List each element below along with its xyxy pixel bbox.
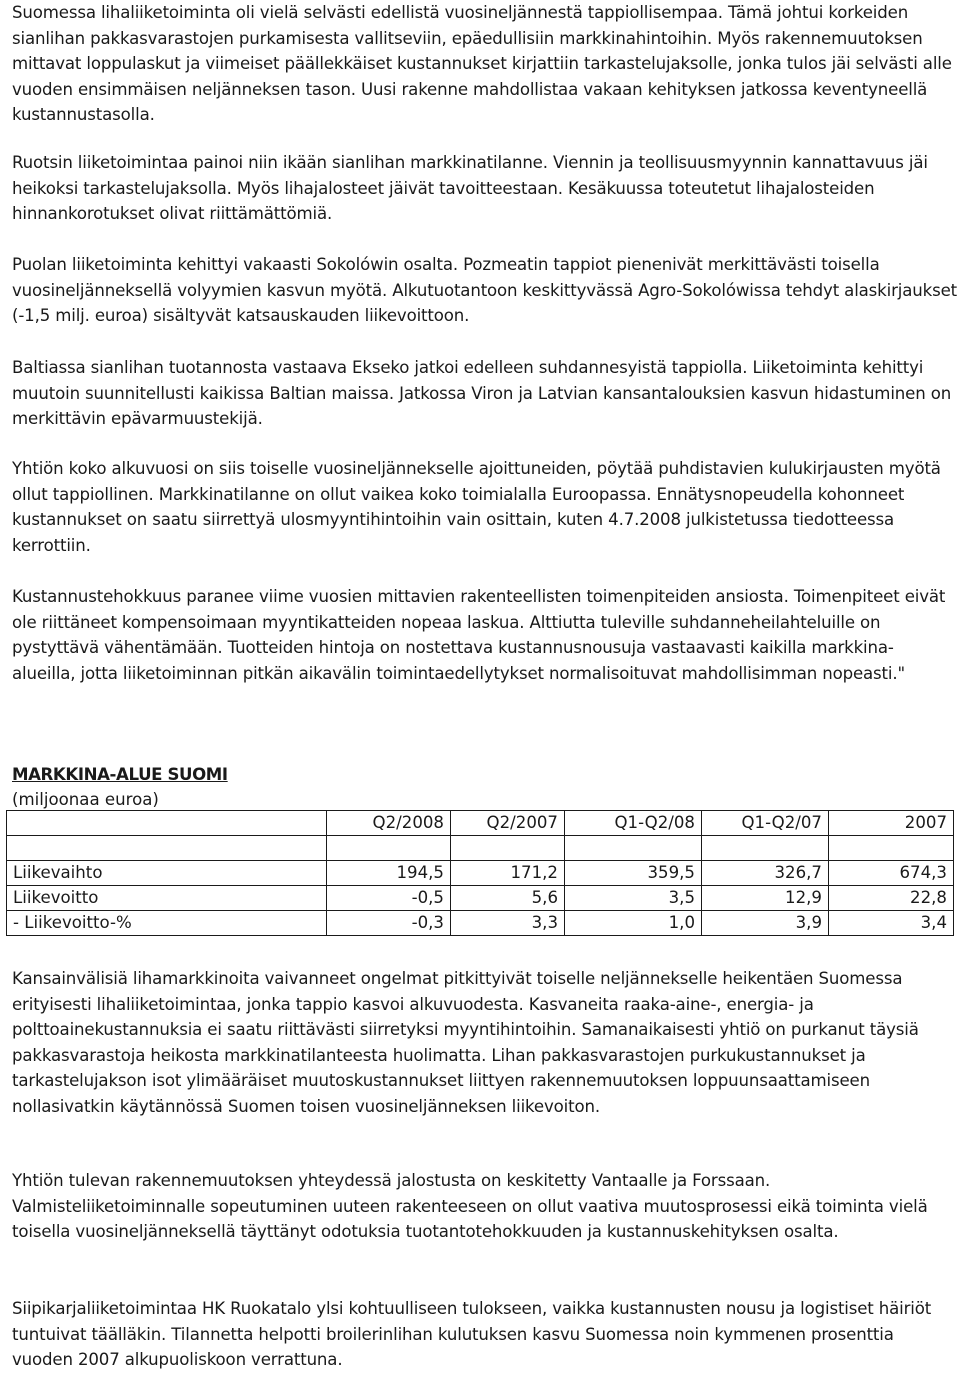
- table-row: [7, 886, 954, 911]
- paragraph-baltics: Baltiassa sianlihan tuotannosta vastaava Ekseko jatkoi edelleen suhdannesyistä tappiolla. Liiketoiminta kehittyi muutoin suunnitellusti kaikissa Baltian maissa. Jatkossa Viron ja Latvian kansantalouksien kasvun hidastuminen on merkittävin epävarmuustekijä.: [12, 358, 952, 429]
- table-cell: 326,7: [702, 861, 829, 886]
- table-header-cell: 2007: [829, 811, 954, 836]
- paragraph-international-markets: Kansainvälisiä lihamarkkinoita vaivanneet ongelmat pitkittyivät toiselle neljännekselle heikentäen Suomessa erityisesti lihaliiketoimintaa, jonka tappio kasvoi alkuvuodesta. Kasvaneita raaka-aine-, energia- ja polttoainekustannuksia ei saatu riittävästi siirretyksi myyntihintoihin. Samanaikaisesti yhtiö on purkanut täysiä pakkasvarastoja heikosta markkinatilanteesta huolimatta. Lihan pakkasvarastojen purkukustannukset ja tarkastelujakson isot ylimääräiset muutoskustannukset liittyen rakennemuutoksen loppuunsaattamiseen nollasivatkin käytännössä Suomen toisen vuosineljänneksen liikevoiton.: [12, 969, 919, 1116]
- table-header-row: [7, 811, 954, 836]
- table-cell: 171,2: [451, 861, 565, 886]
- table-header-cell: Q2/2008: [327, 811, 451, 836]
- paragraph-poland: Puolan liiketoiminta kehittyi vakaasti Sokolówin osalta. Pozmeatin tappiot pienenivät merkittävästi toisella vuosineljänneksellä volyymien kasvun myötä. Alkutuotantoon keskittyvässä Agro-Sokolówissa tehdyt alaskirjaukset (-1,5 milj. euroa) sisältyvät katsauskauden liikevoittoon.: [12, 255, 957, 326]
- table-row: [7, 911, 954, 936]
- table-header-cell: Q1-Q2/08: [565, 811, 702, 836]
- paragraph-cost-efficiency: Kustannustehokkuus paranee viime vuosien mittavien rakenteellisten toimenpiteiden ansiosta. Toimenpiteet eivät ole riittäneet kompensoimaan myyntikatteiden nopeaa laskua. Alttiutta tuleville suhdanneheilahteluille on pystyttävä vähentämään. Tuotteiden hintoja on nostettava kustannusnousuja vastaavasti kaikilla markkina-alueilla, jotta liiketoiminnan pitkän aikavälin toimintaedellytykset normalisoituvat mahdollisimman nopeasti.": [12, 587, 946, 683]
- paragraph-sweden: Ruotsin liiketoimintaa painoi niin ikään sianlihan markkinatilanne. Viennin ja teollisuusmyynnin kannattavuus jäi heikoksi tarkastelujaksolla. Myös lihajalosteet jäivät tavoitteestaan. Kesäkuussa toteutetut lihajalosteiden hinnankorotukset olivat riittämättömiä.: [12, 153, 928, 224]
- paragraph-poultry: Siipikarjaliiketoimintaa HK Ruokatalo ylsi kohtuulliseen tulokseen, vaikka kustannusten nousu ja logistiset häiriöt tuntuivat täälläkin. Tilannetta helpotti broilerinlihan kulutuksen kasvu Suomessa noin kymmenen prosenttia vuoden 2007 alkupuoliskoon verrattuna.: [12, 1299, 932, 1370]
- paragraph-restructuring: Yhtiön tulevan rakennemuutoksen yhteydessä jalostusta on keskitetty Vantaalle ja Forssaan. Valmisteliiketoiminnalle sopeutuminen uuteen rakenteeseen on ollut vaativa muutosprosessi eikä toiminta vielä toisella vuosineljänneksellä täyttänyt odotuksia tuotantotehokkuuden ja kustannuskehityksen osalta.: [12, 1171, 928, 1242]
- table-cell: 359,5: [565, 861, 702, 886]
- table-spacer-row: [7, 836, 954, 861]
- paragraph-finland-meat: Suomessa lihaliiketoiminta oli vielä selvästi edellistä vuosineljännestä tappiollisempaa. Tämä johtui korkeiden sianlihan pakkasvarastojen purkamisesta vallitseviin, epäedullisiin markkinahintoihin. Myös rakennemuutoksen mittavat loppulaskut ja viimeiset päällekkäiset kustannukset kirjattiin tarkastelujaksolle, jonka tulos jäi selvästi alle vuoden ensimmäisen neljänneksen tason. Uusi rakenne mahdollistaa vakaan kehityksen jatkossa keventyneellä kustannustasolla.: [12, 3, 952, 125]
- table-header-cell: Q1-Q2/07: [702, 811, 829, 836]
- table-header-cell: Q2/2007: [451, 811, 565, 836]
- unit-label: (miljoonaa euroa): [12, 790, 159, 809]
- table-cell: 5,6: [451, 886, 565, 911]
- table-cell: 3,3: [451, 911, 565, 936]
- table-cell: -0,3: [327, 911, 451, 936]
- table-cell: 22,8: [829, 886, 954, 911]
- table-cell: 12,9: [702, 886, 829, 911]
- table-row-label: Liikevoitto: [7, 886, 327, 911]
- table-cell: 1,0: [565, 911, 702, 936]
- table-cell: 674,3: [829, 861, 954, 886]
- section-title: MARKKINA-ALUE SUOMI: [12, 765, 228, 784]
- table-row-label: - Liikevoitto-%: [7, 911, 327, 936]
- table-row: [7, 861, 954, 886]
- table-cell: -0,5: [327, 886, 451, 911]
- table-cell: 3,9: [702, 911, 829, 936]
- financial-table: [6, 810, 954, 936]
- paragraph-year-summary: Yhtiön koko alkuvuosi on siis toiselle vuosineljännekselle ajoittuneiden, pöytää puhdistavien kulukirjausten myötä ollut tappiollinen. Markkinatilanne on ollut vaikea koko toimialalla Euroopassa. Ennätysnopeudella kohonneet kustannukset on saatu siirrettyä ulosmyyntihintoihin vain osittain, kuten 4.7.2008 julkistetussa tiedotteessa kerrottiin.: [12, 459, 941, 555]
- table-cell: 3,4: [829, 911, 954, 936]
- table-header-cell: [7, 811, 327, 836]
- table-cell: 194,5: [327, 861, 451, 886]
- table-row-label: Liikevaihto: [7, 861, 327, 886]
- table-cell: 3,5: [565, 886, 702, 911]
